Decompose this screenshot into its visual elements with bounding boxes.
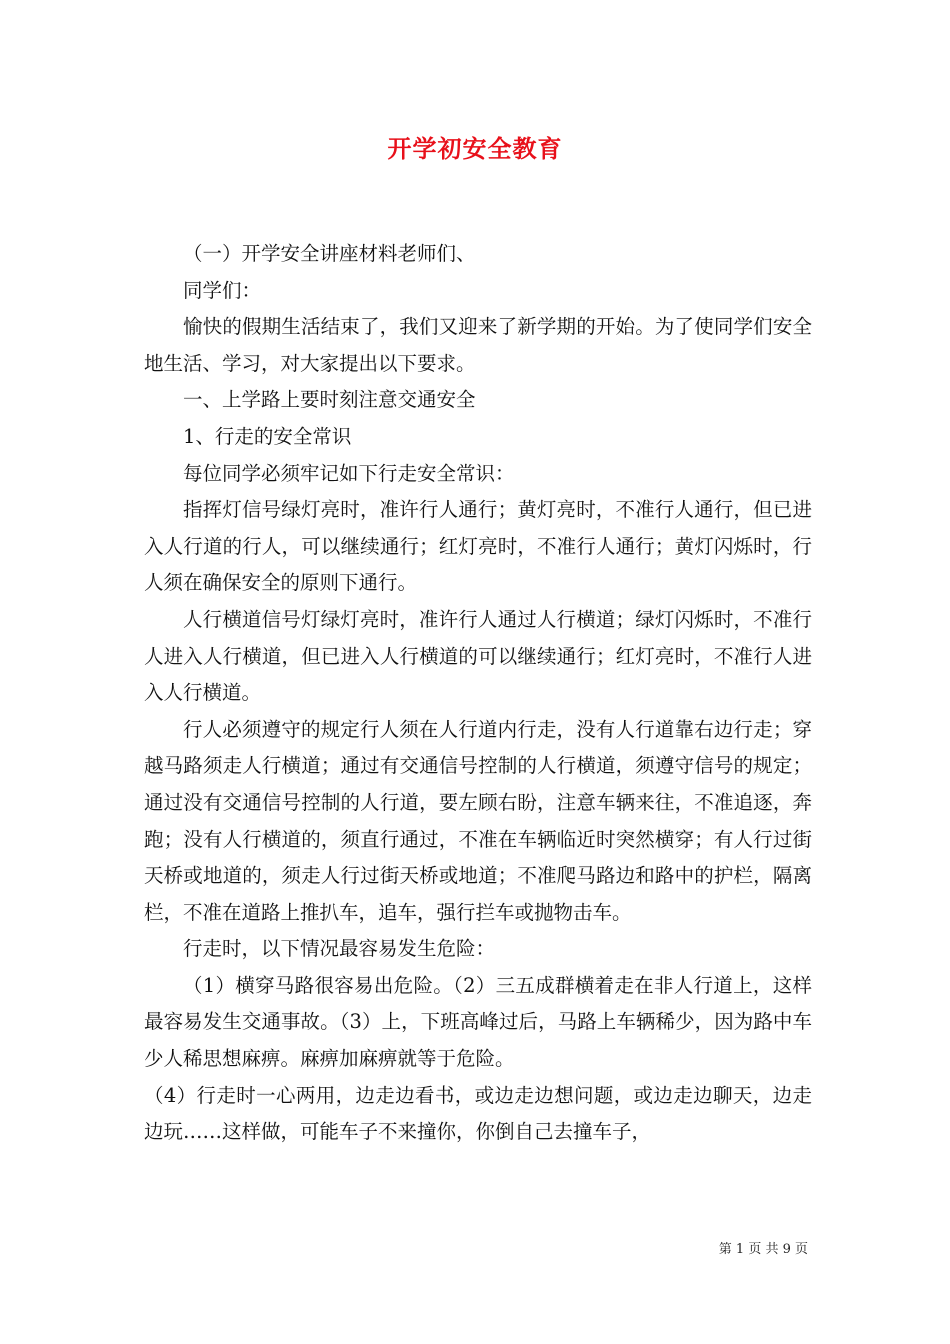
- paragraph: 愉快的假期生活结束了，我们又迎来了新学期的开始。为了使同学们安全地生活、学习，对大家提出以下要求。: [144, 315, 812, 375]
- document-body: [144, 236, 812, 1151]
- paragraph: 1、行走的安全常识: [183, 424, 352, 448]
- paragraph: （1）横穿马路很容易出危险。（2）三五成群横着走在非人行道上，这样最容易发生交通事故。（3）上，下班高峰过后，马路上车辆稀少，因为路中车少人稀思想麻痹。麻痹加麻痹就等于危险。: [144, 973, 812, 1071]
- paragraph: 一、上学路上要时刻注意交通安全: [183, 388, 476, 412]
- paragraph: （4）行走时一心两用，边走边看书，或边走边想问题，或边走边聊天，边走边玩……这样做，可能车子不来撞你，你倒自己去撞车子，: [144, 1083, 812, 1144]
- paragraph: 行走时，以下情况最容易发生危险：: [183, 937, 496, 961]
- paragraph: 每位同学必须牢记如下行走安全常识：: [183, 461, 515, 485]
- paragraph: 同学们：: [183, 278, 262, 302]
- paragraph: （一）开学安全讲座材料老师们、: [183, 242, 476, 265]
- paragraph: 人行横道信号灯绿灯亮时，准许行人通过人行横道；绿灯闪烁时，不准行人进入人行横道，但已进入人行横道的可以继续通行；红灯亮时，不准行人进入人行横道。: [144, 607, 812, 705]
- document-title: 开学初安全教育: [387, 134, 563, 163]
- paragraph: 行人必须遵守的规定行人须在人行道内行走，没有人行道靠右边行走；穿越马路须走人行横道；通过有交通信号控制的人行横道，须遵守信号的规定；通过没有交通信号控制的人行道，要左顾右盼，注意车辆来往，不准追逐，奔跑；没有人行横道的，须直行通过，不准在车辆临近时突然横穿；有人行过街天桥或地道的，须走人行过街天桥或地道；不准爬马路边和路中的护栏，隔离栏，不准在道路上推扒车，追车，强行拦车或抛物击车。: [144, 717, 812, 924]
- paragraph: 指挥灯信号绿灯亮时，准许行人通行；黄灯亮时，不准行人通行，但已进入人行道的行人，可以继续通行；红灯亮时，不准行人通行；黄灯闪烁时，行人须在确保安全的原则下通行。: [144, 498, 812, 595]
- page-number: 第 1 页 共 9 页: [718, 1242, 808, 1257]
